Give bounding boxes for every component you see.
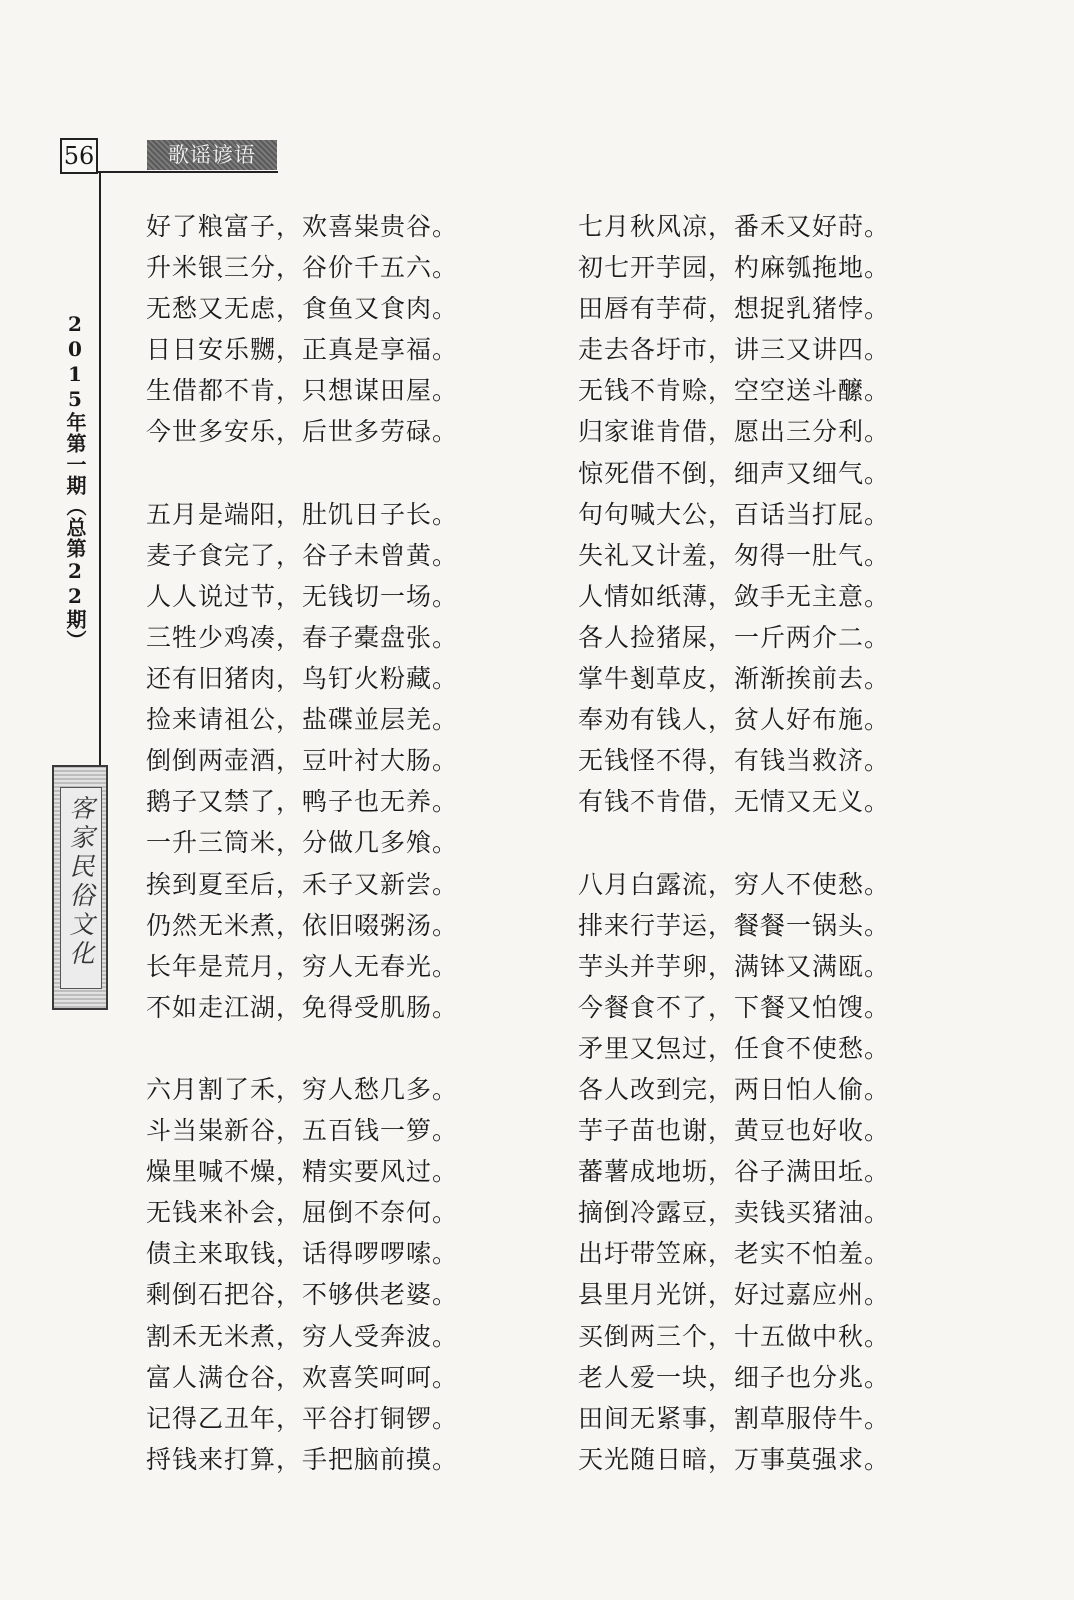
header-rule xyxy=(98,171,278,173)
poem-line: 捋钱来打算，手把脑前摸。 xyxy=(146,1444,459,1474)
poem-line: 斗当粜新谷，五百钱一箩。 xyxy=(146,1116,459,1146)
poem-line: 田间无紧事，割草服侍牛。 xyxy=(578,1403,891,1433)
poem-line xyxy=(146,1028,496,1069)
poem-line: 今世多安乐，后世多劳碌。 xyxy=(146,417,459,447)
poem-line: 好了粮富子，欢喜粜贵谷。 xyxy=(146,212,459,241)
poem-line: 矛里又炰过，任食不使愁。 xyxy=(578,1033,891,1063)
poem-line: 句句喊大公，百话当打屁。 xyxy=(578,499,891,529)
poem-line: 人情如纸薄，敛手无主意。 xyxy=(578,581,891,611)
poem-line: 升米银三分，谷价千五六。 xyxy=(146,253,459,283)
poem-line: 奉劝有钱人，贫人好布施。 xyxy=(578,705,891,735)
poem-line: 还有旧猪肉，鸟钉火粉藏。 xyxy=(146,664,459,694)
poem-column-right xyxy=(578,206,928,1480)
poem-line: 一升三筒米，分做几多飧。 xyxy=(146,828,459,858)
poem-line: 燥里喊不燥，精实要风过。 xyxy=(146,1157,459,1187)
poem-line: 八月白露流，穷人不使愁。 xyxy=(578,869,891,899)
poem-line: 芋子苗也谢，黄豆也好收。 xyxy=(578,1116,891,1146)
section-tag: 歌谣谚语 xyxy=(147,140,277,170)
poem-line: 无钱来补会，屈倒不奈何。 xyxy=(146,1198,459,1228)
poem-line: 今餐食不了，下餐又怕馊。 xyxy=(578,992,891,1022)
poem-line: 五月是端阳，肚饥日子长。 xyxy=(146,499,459,529)
page-number: 56 xyxy=(60,138,98,174)
poem-line: 记得乙丑年，平谷打铜锣。 xyxy=(146,1403,459,1433)
poem-line: 买倒两三个，十五做中秋。 xyxy=(578,1321,891,1351)
poem-line: 挨到夏至后，禾子又新尝。 xyxy=(146,869,459,899)
poem-line: 摘倒冷露豆，卖钱买猪油。 xyxy=(578,1198,891,1228)
poem-line: 出圩带笠麻，老实不怕羞。 xyxy=(578,1239,891,1269)
poem-line: 县里月光饼，好过嘉应州。 xyxy=(578,1280,891,1310)
poem-line: 排来行芋运，餐餐一锅头。 xyxy=(578,910,891,940)
poem-line: 无钱不肯赊，空空送斗醿。 xyxy=(578,376,891,406)
poem-line: 倒倒两壶酒，豆叶衬大肠。 xyxy=(146,746,459,776)
poem-line: 捡来请祖公，盐碟並层羌。 xyxy=(146,705,459,735)
poem-line: 人人说过节，无钱切一场。 xyxy=(146,581,459,611)
poem-line: 长年是荒月，穷人无春光。 xyxy=(146,951,459,981)
poem-line: 芋头并芋卵，满钵又满瓯。 xyxy=(578,951,891,981)
seal-logo xyxy=(52,765,108,1010)
poem-line: 蕃薯成地坜，谷子满田坵。 xyxy=(578,1157,891,1187)
poem-line: 归家谁肯借，愿出三分利。 xyxy=(578,417,891,447)
poem-line: 初七开芋园，杓麻瓠拖地。 xyxy=(578,253,891,283)
poem-line: 掌牛剗草皮，渐渐挨前去。 xyxy=(578,664,891,694)
poem-line: 无钱怪不得，有钱当救济。 xyxy=(578,746,891,776)
poem-line: 无愁又无虑，食鱼又食肉。 xyxy=(146,294,459,324)
poem-line: 割禾无米煮，穷人受奔波。 xyxy=(146,1321,459,1351)
poem-line: 走去各圩市，讲三又讲四。 xyxy=(578,335,891,365)
poem-line: 剩倒石把谷，不够供老婆。 xyxy=(146,1280,459,1310)
poem-line: 惊死借不倒，细声又细气。 xyxy=(578,458,891,488)
poem-line: 三牲少鸡凑，春子橐盘张。 xyxy=(146,622,459,652)
poem-line: 富人满仓谷，欢喜笑呵呵。 xyxy=(146,1362,459,1392)
poem-line: 生借都不肯，只想谋田屋。 xyxy=(146,376,459,406)
poem-line xyxy=(578,822,928,863)
poem-line: 各人改到完，两日怕人偷。 xyxy=(578,1074,891,1104)
poem-line: 日日安乐嬲，正真是享福。 xyxy=(146,335,459,365)
poem-line: 仍然无米煮，依旧啜粥汤。 xyxy=(146,910,459,940)
poem-line: 老人爱一块，细子也分兆。 xyxy=(578,1362,891,1392)
poem-line: 各人捡猪屎，一斤两介二。 xyxy=(578,622,891,652)
poem-line: 七月秋风凉，番禾又好莳。 xyxy=(578,212,891,241)
poem-line: 有钱不肯借，无情又无义。 xyxy=(578,787,891,817)
poem-line: 不如走江湖，免得受肌肠。 xyxy=(146,992,459,1022)
poem-line: 失礼又计羞，匆得一肚气。 xyxy=(578,540,891,570)
seal-calligraphy: 客家民俗文化 xyxy=(66,795,95,969)
poem-line: 债主来取钱，话得啰啰嗦。 xyxy=(146,1239,459,1269)
poem-line: 田唇有芋荷，想捉乳猪悖。 xyxy=(578,294,891,324)
poem-line: 天光随日暗，万事莫强求。 xyxy=(578,1444,891,1474)
poem-line: 六月割了禾，穷人愁几多。 xyxy=(146,1074,459,1104)
poem-column-left xyxy=(146,206,496,1480)
margin-rule xyxy=(99,172,101,782)
issue-info: 2015年第一期（总第22期） xyxy=(63,312,87,651)
poem-line: 鹅子又禁了，鸭子也无养。 xyxy=(146,787,459,817)
poem-line xyxy=(146,453,496,494)
poem-line: 麦子食完了，谷子未曾黄。 xyxy=(146,540,459,570)
